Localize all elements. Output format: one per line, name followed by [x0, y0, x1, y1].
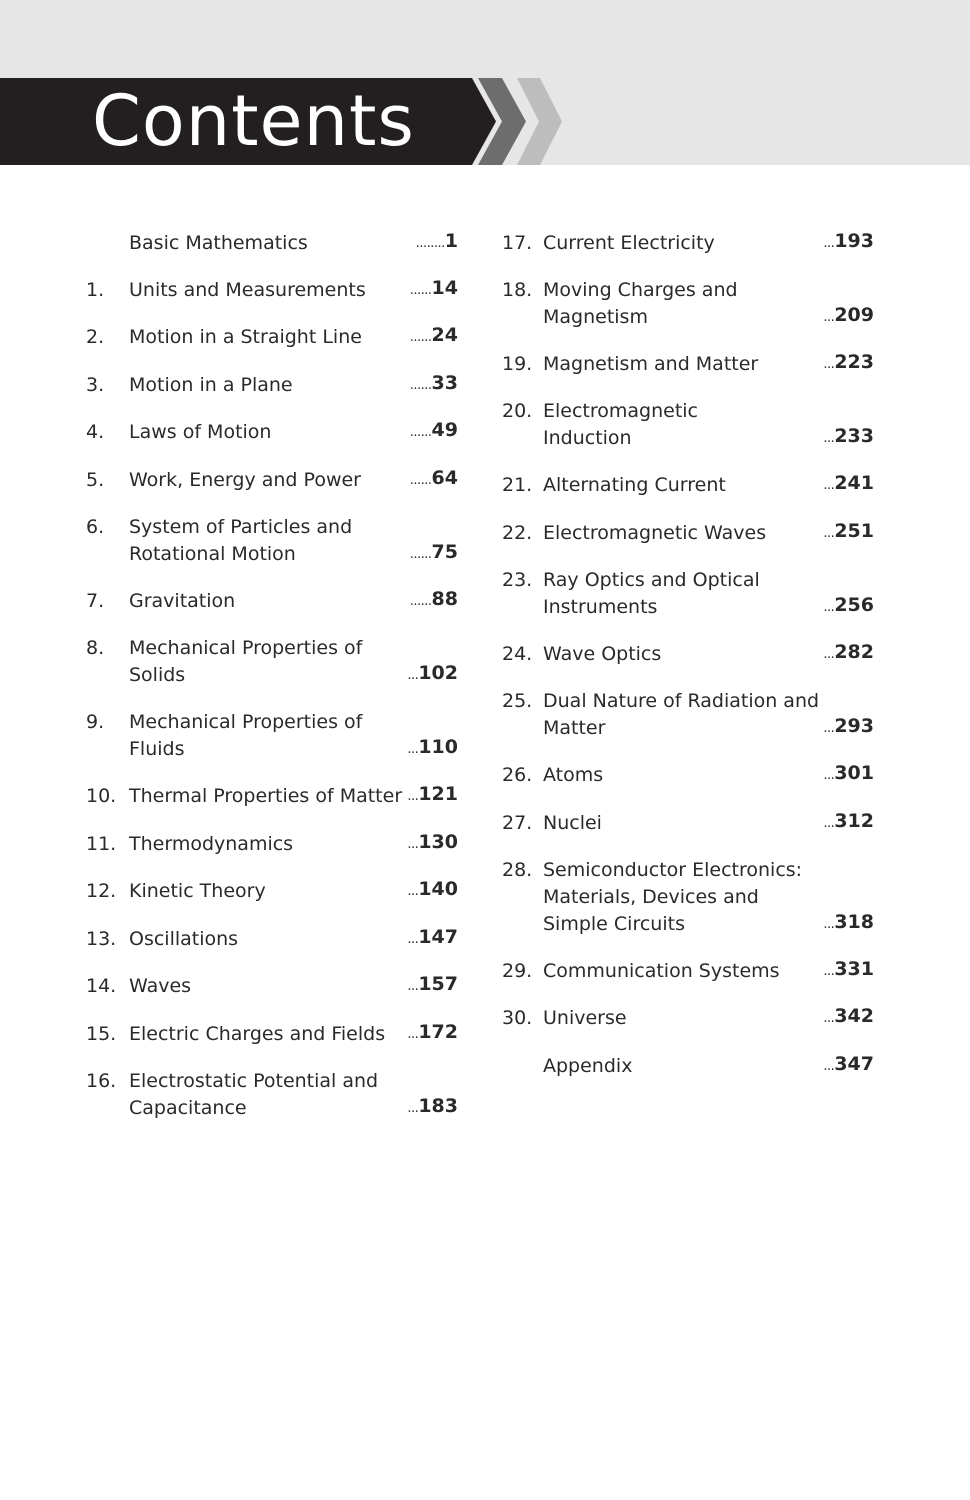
chapter-title: Semiconductor Electronics: Materials, Devices and Simple Circuits — [543, 859, 803, 935]
leader-dots: ... — [823, 478, 835, 493]
page-number — [407, 781, 458, 810]
chapter-title: Oscillations — [129, 928, 239, 950]
page-number-value: 293 — [834, 715, 874, 737]
page-number-value: 312 — [834, 810, 874, 832]
page-number-value: 64 — [431, 467, 458, 489]
chapter-title: Appendix — [543, 1055, 633, 1077]
page-number-value: 88 — [431, 588, 458, 610]
page-number — [407, 924, 458, 953]
toc-entry[interactable] — [502, 277, 882, 331]
toc-entry[interactable] — [502, 1005, 882, 1032]
page-number — [823, 518, 874, 547]
chapter-title: Moving Charges and Magnetism — [543, 279, 738, 328]
page-number-value: 331 — [834, 958, 874, 980]
page-number — [823, 760, 874, 789]
leader-dots: ... — [823, 357, 835, 372]
chapter-title: Wave Optics — [543, 643, 662, 665]
chapter-title: Laws of Motion — [129, 421, 272, 443]
chapter-number: 24. — [502, 643, 533, 665]
chapter-number: 28. — [502, 859, 533, 881]
toc-entry[interactable] — [86, 277, 466, 304]
page-number — [410, 417, 458, 446]
page-number — [823, 1003, 874, 1032]
page-number — [407, 734, 458, 763]
page-number-value: 301 — [834, 762, 874, 784]
leader-dots: ... — [823, 816, 835, 831]
page-number — [823, 713, 874, 742]
page-number-value: 347 — [834, 1053, 874, 1075]
chapter-number: 26. — [502, 764, 533, 786]
toc-entry[interactable] — [502, 230, 882, 257]
leader-dots: ... — [823, 721, 835, 736]
leader-dots: ...... — [409, 594, 432, 609]
page-number — [823, 592, 874, 621]
chapter-title: Motion in a Plane — [129, 374, 293, 396]
toc-entry[interactable] — [86, 878, 466, 905]
leader-dots: ... — [823, 236, 835, 251]
page-number — [823, 808, 874, 837]
page-number-value: 251 — [834, 520, 874, 542]
leader-dots: ... — [407, 1101, 419, 1116]
chapter-title: Current Electricity — [543, 232, 715, 254]
toc-entry[interactable] — [86, 467, 466, 494]
chapter-title: Gravitation — [129, 590, 236, 612]
chapter-title: Magnetism and Matter — [543, 353, 759, 375]
chapter-title: Waves — [129, 975, 192, 997]
chapter-number: 25. — [502, 690, 533, 712]
toc-entry[interactable] — [86, 1068, 466, 1122]
leader-dots: ...... — [409, 425, 432, 440]
chapter-number: 5. — [86, 469, 105, 491]
leader-dots: ... — [823, 310, 835, 325]
page-number-value: 183 — [418, 1095, 458, 1117]
chapter-title: Ray Optics and Optical Instruments — [543, 569, 760, 618]
chapter-number: 20. — [502, 400, 533, 422]
leader-dots: ... — [407, 932, 419, 947]
page-number-value: 282 — [834, 641, 874, 663]
page-number — [407, 660, 458, 689]
chapter-title: Work, Energy and Power — [129, 469, 361, 491]
chapter-title: Thermal Properties of Matter — [129, 785, 403, 807]
toc-entry[interactable] — [86, 419, 466, 446]
page-number-value: 110 — [418, 736, 458, 758]
page-number — [407, 971, 458, 1000]
chapter-number: 13. — [86, 928, 117, 950]
chapter-title: Nuclei — [543, 812, 602, 834]
page-number — [823, 423, 874, 452]
chapter-title: Basic Mathematics — [129, 232, 308, 254]
page-number-value: 49 — [431, 419, 458, 441]
toc-entry[interactable] — [86, 588, 466, 615]
leader-dots: ........ — [415, 236, 445, 251]
chapter-number: 7. — [86, 590, 105, 612]
toc-entry[interactable] — [502, 351, 882, 378]
page-number-value: 147 — [418, 926, 458, 948]
leader-dots: ... — [823, 768, 835, 783]
toc-entry[interactable] — [502, 762, 882, 789]
page-number — [823, 639, 874, 668]
page-number-value: 24 — [431, 324, 458, 346]
leader-dots: ...... — [409, 473, 432, 488]
chapter-title: Motion in a Straight Line — [129, 326, 362, 348]
chapter-title: Atoms — [543, 764, 604, 786]
chapter-number: 8. — [86, 637, 105, 659]
chapter-number: 23. — [502, 569, 533, 591]
page-number-value: 172 — [418, 1021, 458, 1043]
leader-dots: ...... — [409, 330, 432, 345]
page-number — [407, 1019, 458, 1048]
leader-dots: ... — [823, 964, 835, 979]
leader-dots: ... — [407, 742, 419, 757]
chapter-number: 11. — [86, 833, 117, 855]
page-number — [823, 1051, 874, 1080]
leader-dots: ... — [823, 1011, 835, 1026]
page-number — [823, 470, 874, 499]
chapter-title: Alternating Current — [543, 474, 726, 496]
page-number-value: 121 — [418, 783, 458, 805]
page-number — [407, 876, 458, 905]
toc-entry[interactable] — [502, 641, 882, 668]
leader-dots: ... — [823, 526, 835, 541]
leader-dots: ...... — [409, 283, 432, 298]
leader-dots: ... — [823, 1059, 835, 1074]
chapter-title: Units and Measurements — [129, 279, 366, 301]
leader-dots: ... — [407, 884, 419, 899]
toc-entry[interactable] — [502, 398, 882, 452]
chapter-number: 27. — [502, 812, 533, 834]
toc-entry[interactable] — [502, 472, 882, 499]
chapter-number: 22. — [502, 522, 533, 544]
page-number — [823, 302, 874, 331]
page-number-value: 241 — [834, 472, 874, 494]
leader-dots: ...... — [409, 547, 432, 562]
leader-dots: ... — [823, 647, 835, 662]
chapter-title: Electromagnetic Induction — [543, 400, 699, 449]
toc-entry[interactable] — [86, 635, 466, 689]
toc-entry[interactable] — [502, 688, 882, 742]
leader-dots: ... — [407, 1027, 419, 1042]
chapter-title: Kinetic Theory — [129, 880, 266, 902]
chapter-title: Electromagnetic Waves — [543, 522, 767, 544]
chapter-number: 29. — [502, 960, 533, 982]
toc-entry[interactable] — [86, 926, 466, 953]
page-number — [410, 275, 458, 304]
chapter-number: 15. — [86, 1023, 117, 1045]
page-number — [823, 909, 874, 938]
page-number-value: 233 — [834, 425, 874, 447]
page-number — [410, 370, 458, 399]
chapter-title: Electrostatic Potential and Capacitance — [129, 1070, 379, 1119]
chapter-number: 17. — [502, 232, 533, 254]
page-number-value: 102 — [418, 662, 458, 684]
page-number — [823, 228, 874, 257]
chapter-number: 6. — [86, 516, 105, 538]
page-number — [823, 349, 874, 378]
chapter-title: Communication Systems — [543, 960, 780, 982]
chapter-number: 12. — [86, 880, 117, 902]
leader-dots: ...... — [409, 378, 432, 393]
leader-dots: ... — [407, 789, 419, 804]
page-number-value: 130 — [418, 831, 458, 853]
chapter-title: System of Particles and Rotational Motion — [129, 516, 353, 565]
chapter-number: 4. — [86, 421, 105, 443]
chapter-number: 30. — [502, 1007, 533, 1029]
leader-dots: ... — [823, 917, 835, 932]
chapter-number: 21. — [502, 474, 533, 496]
page-number-value: 223 — [834, 351, 874, 373]
toc-entry[interactable] — [86, 831, 466, 858]
toc-entry[interactable] — [502, 1053, 882, 1080]
toc-entry[interactable] — [86, 709, 466, 763]
toc-entry[interactable] — [502, 857, 882, 938]
chapter-title: Dual Nature of Radiation and Matter — [543, 690, 820, 739]
page-number-value: 157 — [418, 973, 458, 995]
page-number-value: 14 — [431, 277, 458, 299]
chapter-title: Mechanical Properties of Solids — [129, 637, 363, 686]
chapter-number: 18. — [502, 279, 533, 301]
chapter-title: Mechanical Properties of Fluids — [129, 711, 363, 760]
chapter-number: 1. — [86, 279, 105, 301]
toc-entry[interactable] — [502, 567, 882, 621]
page-number — [416, 228, 458, 257]
leader-dots: ... — [407, 979, 419, 994]
page-number — [410, 539, 458, 568]
chapter-title: Thermodynamics — [129, 833, 294, 855]
chapter-number: 16. — [86, 1070, 117, 1092]
toc-entry[interactable] — [86, 1021, 466, 1048]
chapter-number: 9. — [86, 711, 105, 733]
toc-entry[interactable] — [86, 514, 466, 568]
toc-entry[interactable] — [86, 783, 466, 810]
toc-entry[interactable] — [502, 520, 882, 547]
chapter-number: 10. — [86, 785, 117, 807]
leader-dots: ... — [823, 600, 835, 615]
page-number-value: 33 — [431, 372, 458, 394]
toc-entry[interactable] — [502, 810, 882, 837]
toc-entry[interactable] — [502, 958, 882, 985]
toc-entry[interactable] — [86, 230, 466, 257]
page-number — [823, 956, 874, 985]
page-number — [410, 322, 458, 351]
page-number — [407, 1093, 458, 1122]
page-number-value: 318 — [834, 911, 874, 933]
page-number-value: 1 — [444, 230, 458, 252]
leader-dots: ... — [407, 837, 419, 852]
page-number-value: 75 — [431, 541, 458, 563]
leader-dots: ... — [407, 668, 419, 683]
page-number-value: 256 — [834, 594, 874, 616]
chapter-number: 2. — [86, 326, 105, 348]
leader-dots: ... — [823, 431, 835, 446]
toc-entry[interactable] — [86, 372, 466, 399]
chapter-title: Universe — [543, 1007, 627, 1029]
chapter-number: 19. — [502, 353, 533, 375]
chapter-number: 14. — [86, 975, 117, 997]
chapter-title: Electric Charges and Fields — [129, 1023, 386, 1045]
page-number — [410, 465, 458, 494]
chapter-number: 3. — [86, 374, 105, 396]
page-number-value: 209 — [834, 304, 874, 326]
page-number — [407, 829, 458, 858]
toc-entry[interactable] — [86, 324, 466, 351]
page-number-value: 193 — [834, 230, 874, 252]
toc-entry[interactable] — [86, 973, 466, 1000]
page-number — [410, 586, 458, 615]
page-title: Contents — [92, 80, 415, 162]
page-number-value: 342 — [834, 1005, 874, 1027]
page-number-value: 140 — [418, 878, 458, 900]
